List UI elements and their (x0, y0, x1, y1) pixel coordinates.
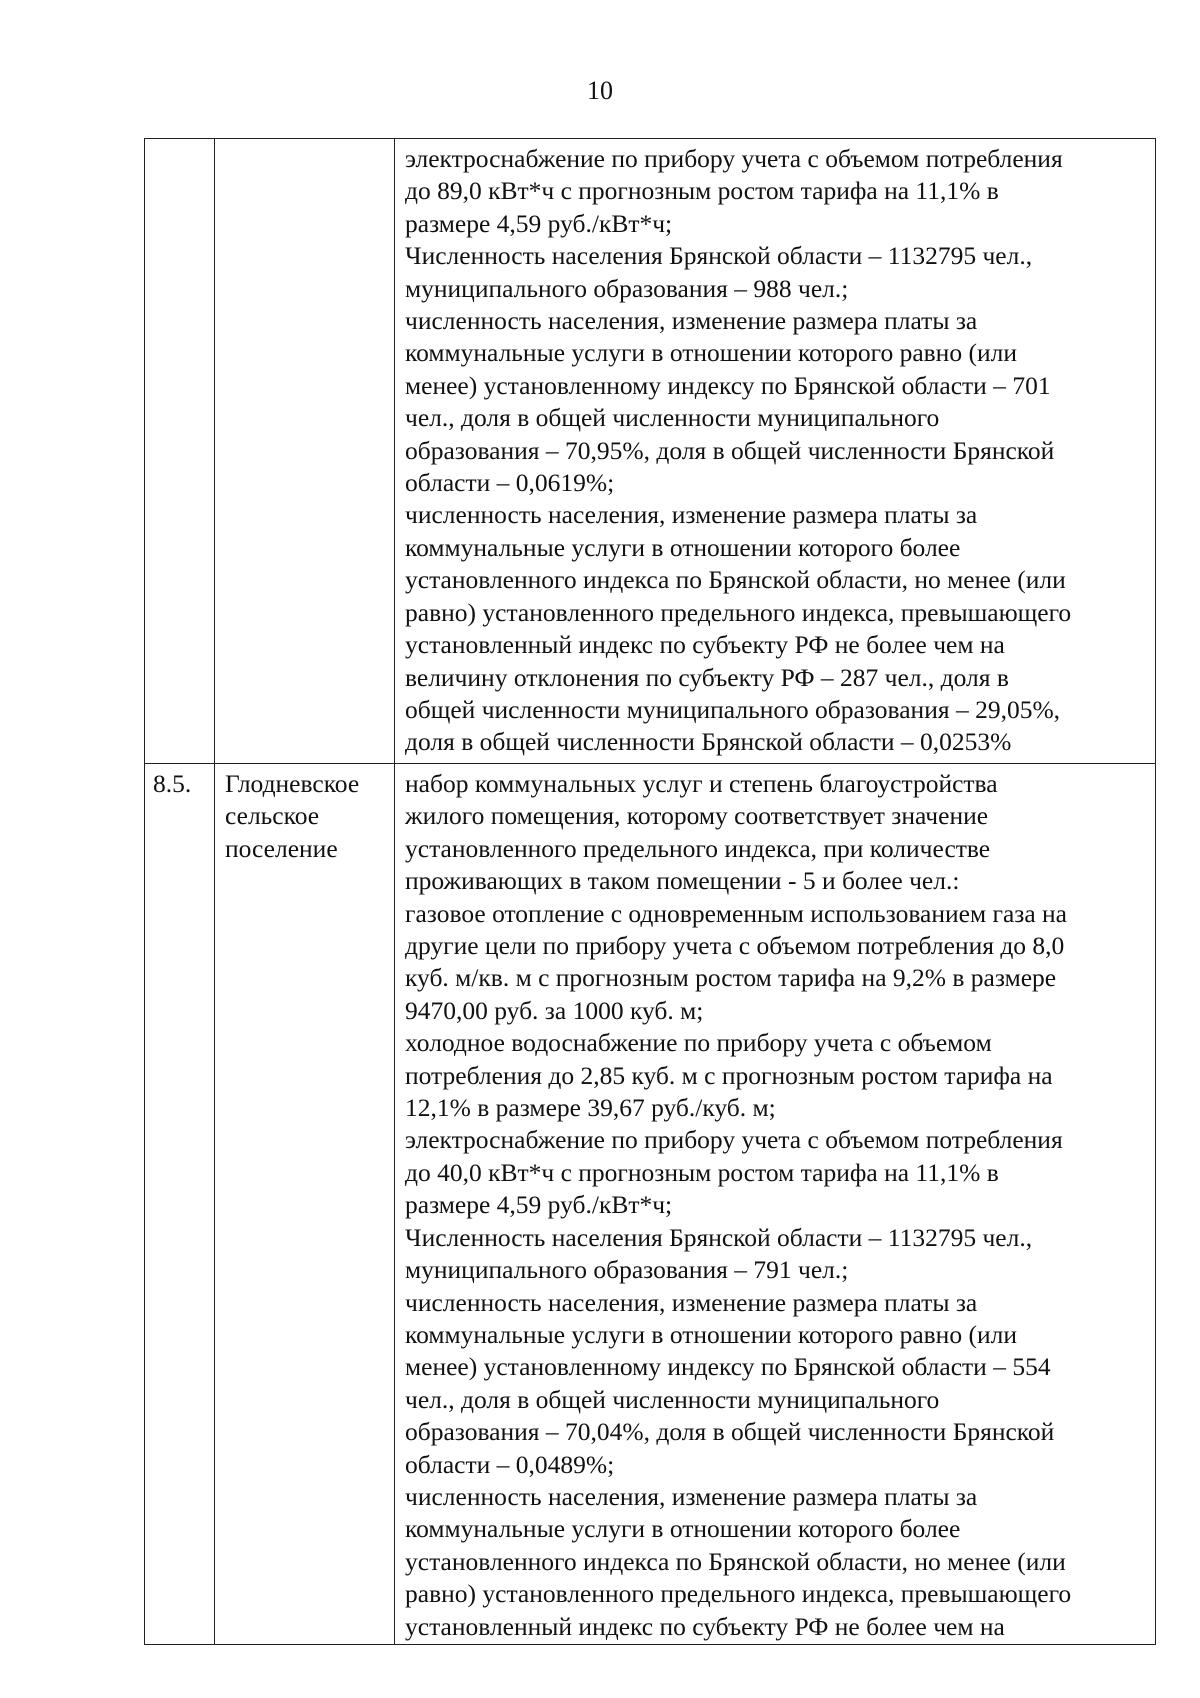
row-number-cell (145, 139, 215, 764)
description-line: коммунальные услуги в отношении которого более (405, 532, 961, 562)
description-line: муниципального образования – 988 чел.; (405, 273, 849, 303)
description-line: коммунальные услуги в отношении которого равно (или (405, 338, 1017, 368)
description-line: численность населения, изменение размера платы за (405, 1481, 978, 1511)
description-line: газовое отопление с одновременным использованием газа на (405, 898, 1068, 928)
table-row (145, 764, 1156, 1645)
description-line: электроснабжение по прибору учета с объемом потребления (405, 144, 1063, 173)
description-line: куб. м/кв. м с прогнозным ростом тарифа на 9,2% в размере (405, 963, 1057, 993)
description-line: потребления до 2,85 куб. м с прогнозным ростом тарифа на (405, 1060, 1053, 1090)
table-row (145, 139, 1156, 764)
description-cell (395, 139, 1156, 764)
description-line: размере 4,59 руб./кВт*ч; (405, 1190, 673, 1220)
description-line: общей численности муниципального образования – 29,05%, (405, 694, 1061, 724)
description-line: численность населения, изменение размера платы за (405, 306, 978, 336)
description-line: электроснабжение по прибору учета с объемом потребления (405, 1125, 1063, 1155)
description-line: менее) установленному индексу по Брянской области – 554 (405, 1352, 1051, 1382)
description-line: численность населения, изменение размера платы за (405, 500, 978, 530)
description-line: холодное водоснабжение по прибору учета с объемом (405, 1028, 992, 1058)
description-line: установленный индекс по субъекту РФ не более чем на (405, 630, 1005, 660)
description-line: равно) установленного предельного индекса, превышающего (405, 1579, 1072, 1609)
description-line: установленного предельного индекса, при количестве (405, 833, 991, 863)
description-line: муниципального образования – 791 чел.; (405, 1255, 849, 1285)
row-number-cell: 8.5. (145, 764, 215, 1645)
description-line: области – 0,0489%; (405, 1449, 615, 1479)
description-line: другие цели по прибору учета с объемом потребления до 8,0 (405, 931, 1065, 961)
description-line: набор коммунальных услуг и степень благоустройства (405, 769, 998, 798)
description-line: 9470,00 руб. за 1000 куб. м; (405, 995, 704, 1025)
description-line: до 40,0 кВт*ч с прогнозным ростом тарифа на 11,1% в (405, 1157, 999, 1187)
description-line: проживающих в таком помещении - 5 и более чел.: (405, 866, 960, 896)
settlement-name-cell (215, 764, 395, 1645)
page-number: 10 (587, 76, 613, 105)
description-line: области – 0,0619%; (405, 468, 615, 498)
description-line: коммунальные услуги в отношении которого равно (или (405, 1319, 1017, 1349)
description-line: менее) установленному индексу по Брянской области – 701 (405, 370, 1051, 400)
description-line: установленный индекс по субъекту РФ не более чем на (405, 1611, 1005, 1641)
settlement-name-cell (215, 139, 395, 764)
settlement-name-line: поселение (225, 833, 338, 863)
description-line: величину отклонения по субъекту РФ – 287 чел., доля в (405, 662, 1009, 692)
description-line: численность населения, изменение размера платы за (405, 1287, 978, 1317)
description-line: Численность населения Брянской области – 1132795 чел., (405, 241, 1033, 271)
description-line: до 89,0 кВт*ч с прогнозным ростом тарифа на 11,1% в (405, 176, 999, 206)
description-line: образования – 70,04%, доля в общей численности Брянской (405, 1417, 1055, 1447)
description-line: доля в общей численности Брянской области – 0,0253% (405, 727, 1012, 757)
description-line: коммунальные услуги в отношении которого более (405, 1514, 961, 1544)
description-line: 12,1% в размере 39,67 руб./куб. м; (405, 1093, 776, 1123)
description-line: равно) установленного предельного индекса, превышающего (405, 597, 1072, 627)
description-line: установленного индекса по Брянской области, но менее (или (405, 565, 1066, 595)
settlement-name-line: сельское (225, 801, 320, 831)
description-line: образования – 70,95%, доля в общей численности Брянской (405, 435, 1055, 465)
description-line: жилого помещения, которому соответствует значение (405, 801, 989, 831)
description-line: Численность населения Брянской области – 1132795 чел., (405, 1222, 1033, 1252)
settlement-name-line: Глодневское (225, 769, 360, 798)
description-cell (395, 764, 1156, 1645)
description-line: размере 4,59 руб./кВт*ч; (405, 208, 673, 238)
description-line: установленного индекса по Брянской области, но менее (или (405, 1546, 1066, 1576)
description-line: чел., доля в общей численности муниципального (405, 403, 940, 433)
description-line: чел., доля в общей численности муниципального (405, 1384, 940, 1414)
document-table (144, 138, 1156, 1645)
